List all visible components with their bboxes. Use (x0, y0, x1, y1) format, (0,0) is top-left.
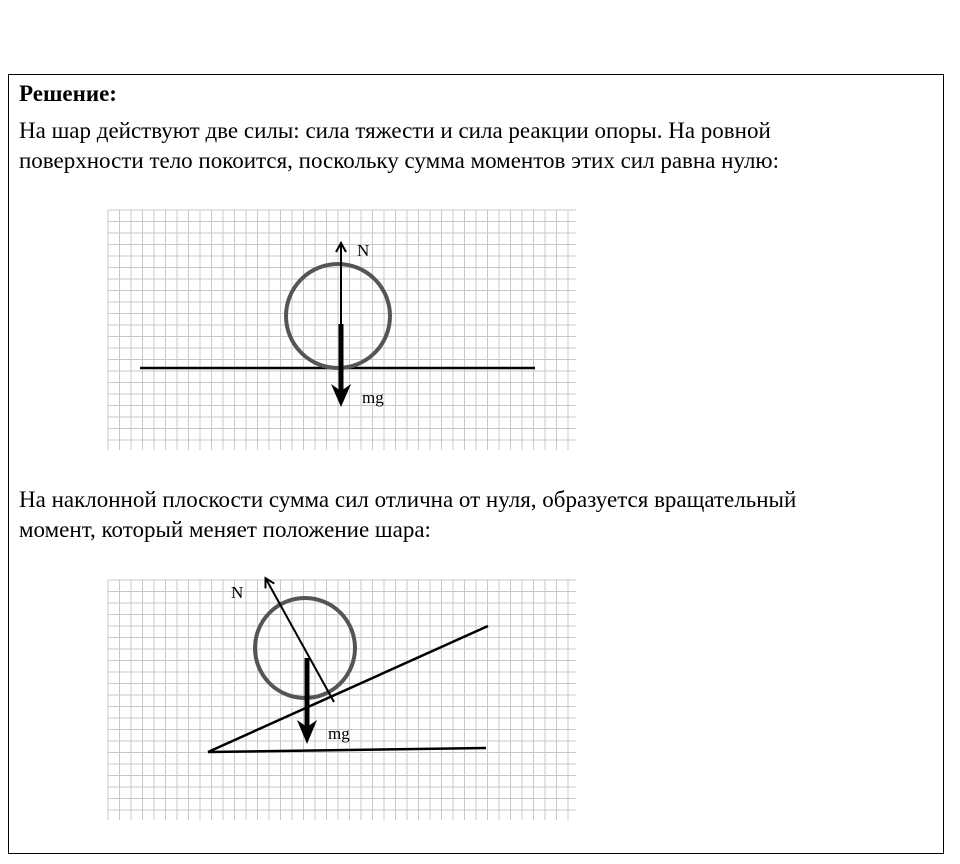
solution-heading: Решение: (19, 81, 117, 106)
incline-base-line (208, 748, 486, 752)
normal-force-label: N (357, 241, 370, 260)
paragraph-line: На шар действуют две силы: сила тяжести и сила реакции опоры. На ровной (19, 118, 771, 143)
normal-force-label: N (231, 583, 244, 602)
gravity-label: mg (328, 724, 350, 743)
paragraph-line: На наклонной плоскости сумма сил отлична от нуля, образуется вращательный (19, 487, 797, 512)
paragraph-line: поверхности тело покоится, поскольку сумма моментов этих сил равна нулю: (19, 148, 779, 173)
paragraph-line: момент, который меняет положение шара: (19, 517, 431, 542)
gravity-label: mg (362, 388, 384, 407)
